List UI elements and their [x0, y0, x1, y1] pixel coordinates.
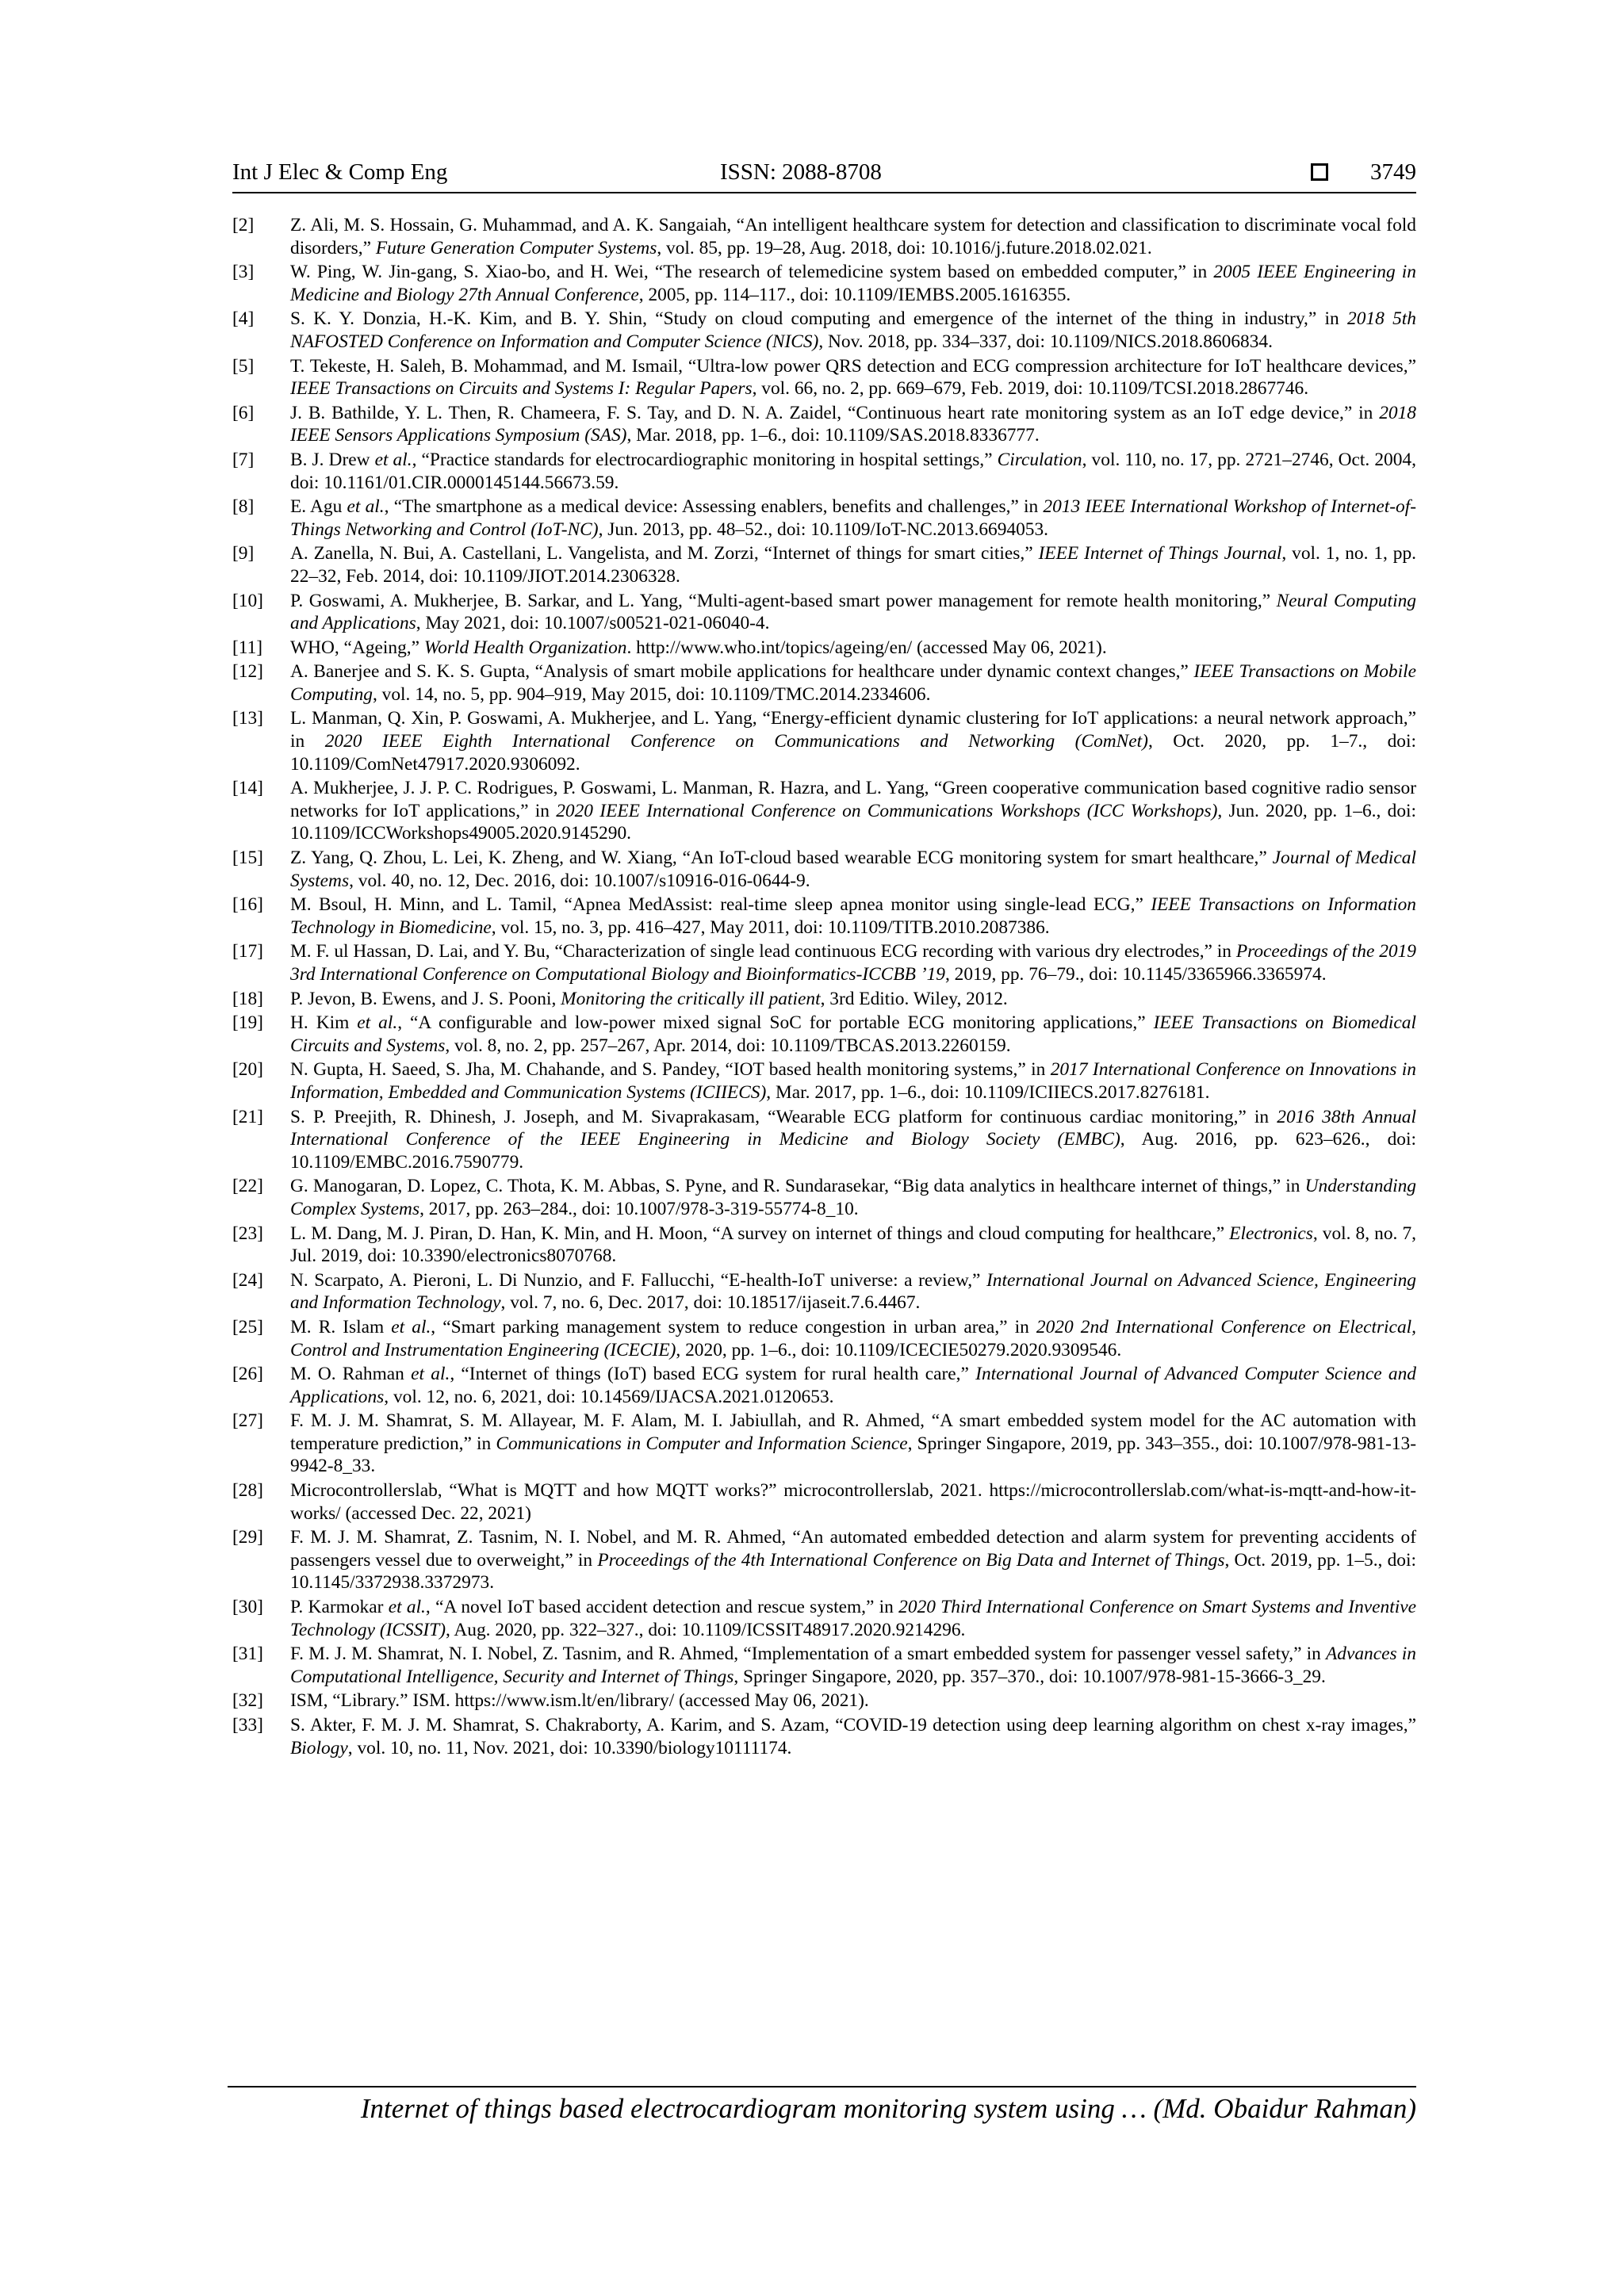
reference-number: [29]: [232, 1527, 263, 1548]
reference-number: [14]: [232, 778, 263, 799]
reference-text: , vol. 7, no. 6, Dec. 2017, doi: 10.18517/ijaseit.7.6.4467.: [500, 1292, 921, 1314]
reference-text: , vol. 85, pp. 19–28, Aug. 2018, doi: 10.1016/j.future.2018.02.021.: [657, 237, 1152, 258]
reference-source-title: et al.: [411, 1364, 450, 1385]
reference-number: [30]: [232, 1597, 263, 1618]
reference-text: , Oct. 2019, pp. 1–5., doi: 10.1145/3372938.3372973.: [290, 1549, 1416, 1594]
reference-number: [18]: [232, 988, 263, 1009]
reference-number: [5]: [232, 355, 255, 377]
reference-source-title: 2020 Third International Conference on Smart Systems and Inventive Technology (ICSSIT): [290, 1597, 1416, 1640]
reference-text: , 3rd Editio. Wiley, 2012.: [820, 988, 1008, 1009]
reference-source-title: Understanding Complex Systems: [290, 1176, 1416, 1219]
reference-item: [232, 1410, 1416, 1478]
reference-item: [232, 940, 1416, 985]
reference-item: [232, 496, 1416, 541]
reference-source-title: 2020 2nd International Conference on Electrical, Control and Instrumentation Engineering (ICECIE): [290, 1316, 1416, 1360]
reference-item: [232, 1223, 1416, 1268]
reference-item: [232, 1643, 1416, 1688]
reference-number: [19]: [232, 1012, 263, 1034]
reference-text: , 2005, pp. 114–117., doi: 10.1109/IEMBS.2005.1616355.: [638, 284, 1071, 305]
page-header: [232, 155, 1416, 189]
reference-text: , “Internet of things (IoT) based ECG system for rural health care,”: [450, 1364, 976, 1385]
reference-item: [232, 542, 1416, 587]
reference-source-title: Neural Computing and Applications: [290, 590, 1416, 634]
reference-item: [232, 308, 1416, 353]
reference-item: [232, 1689, 1416, 1712]
reference-text: M. O. Rahman: [290, 1364, 412, 1385]
reference-text: , 2019, pp. 76–79., doi: 10.1145/3365966.3365974.: [944, 964, 1327, 985]
reference-number: [20]: [232, 1059, 263, 1081]
reference-source-title: 2020 IEEE International Conference on Communications Workshops (ICC Workshops): [556, 800, 1218, 821]
reference-text: , vol. 12, no. 6, 2021, doi: 10.14569/IJACSA.2021.0120653.: [384, 1386, 834, 1407]
reference-text: Z. Ali, M. S. Hossain, G. Muhammad, and A. K. Sangaiah, “An intelligent healthcare system for detection and classification to discriminate vocal fold disorders,”: [290, 215, 1416, 258]
reference-item: [232, 660, 1416, 706]
reference-item: [232, 261, 1416, 306]
reference-source-title: IEEE Transactions on Circuits and Systems I: Regular Papers: [290, 378, 753, 400]
reference-number: [11]: [232, 637, 263, 658]
reference-text: A. Zanella, N. Bui, A. Castellani, L. Vangelista, and M. Zorzi, “Internet of things for smart cities,”: [290, 543, 1039, 564]
reference-item: [232, 988, 1416, 1011]
reference-text: F. M. J. M. Shamrat, Z. Tasnim, N. I. Nobel, and M. R. Ahmed, “An automated embedded detection and alarm system for preventing accidents of passengers vessel due to overweight,” in: [290, 1527, 1416, 1571]
reference-number: [32]: [232, 1690, 263, 1712]
reference-source-title: Circulation: [997, 449, 1082, 470]
header-rule: [232, 192, 1416, 193]
reference-text: , “Smart parking management system to reduce congestion in urban area,” in: [431, 1316, 1036, 1337]
reference-item: [232, 449, 1416, 494]
reference-list: [232, 214, 1416, 1761]
reference-number: [13]: [232, 708, 263, 729]
reference-text: , vol. 40, no. 12, Dec. 2016, doi: 10.1007/s10916-016-0644-9.: [349, 870, 810, 891]
reference-text: , “A configurable and low-power mixed signal SoC for portable ECG monitoring applications,”: [397, 1012, 1154, 1034]
reference-text: WHO, “Ageing,”: [290, 637, 424, 658]
reference-source-title: et al.: [347, 496, 385, 518]
reference-source-title: Proceedings of the 4th International Conference on Big Data and Internet of Things: [597, 1549, 1225, 1571]
reference-text: N. Scarpato, A. Pieroni, L. Di Nunzio, and F. Fallucchi, “E-health-IoT universe: a review,”: [290, 1269, 986, 1291]
reference-text: F. M. J. M. Shamrat, S. M. Allayear, M. F. Alam, M. I. Jabiullah, and R. Ahmed, “A smart embedded system model for the AC automation with temperature prediction,” in: [290, 1410, 1416, 1454]
reference-text: M. Bsoul, H. Minn, and L. Tamil, “Apnea MedAssist: real-time sleep apnea monitor using single-lead ECG,”: [290, 894, 1151, 916]
reference-item: [232, 1106, 1416, 1174]
reference-item: [232, 590, 1416, 635]
reference-text: J. B. Bathilde, Y. L. Then, R. Chameera, F. S. Tay, and D. N. A. Zaidel, “Continuous heart rate monitoring system as an IoT edge device,” in: [290, 402, 1380, 423]
reference-source-title: et al.: [391, 1316, 431, 1337]
reference-item: [232, 707, 1416, 775]
reference-source-title: Journal of Medical Systems: [290, 848, 1416, 891]
reference-source-title: Future Generation Computer Systems: [375, 237, 657, 258]
reference-text: , Aug. 2020, pp. 322–327., doi: 10.1109/ICSSIT48917.2020.9214296.: [446, 1619, 966, 1640]
reference-number: [26]: [232, 1364, 263, 1385]
reference-item: [232, 1479, 1416, 1525]
reference-item: [232, 1058, 1416, 1104]
reference-source-title: International Journal on Advanced Science, Engineering and Information Technology: [290, 1269, 1416, 1314]
reference-source-title: International Journal of Advanced Computer Science and Applications: [290, 1364, 1416, 1407]
reference-text: , Jun. 2020, pp. 1–6., doi: 10.1109/ICCWorkshops49005.2020.9145290.: [290, 800, 1417, 844]
reference-source-title: IEEE Transactions on Biomedical Circuits and Systems: [290, 1012, 1416, 1056]
reference-source-title: World Health Organization: [423, 637, 627, 658]
reference-number: [16]: [232, 894, 263, 916]
reference-number: [17]: [232, 941, 263, 962]
reference-text: L. Manman, Q. Xin, P. Goswami, A. Mukherjee, and L. Yang, “Energy-efficient dynamic clustering for IoT applications: a neural network approach,” in: [290, 708, 1416, 752]
reference-text: P. Karmokar: [290, 1597, 389, 1618]
reference-text: ISM, “Library.” ISM. https://www.ism.lt/en/library/ (accessed May 06, 2021).: [290, 1690, 869, 1712]
reference-number: [3]: [232, 262, 255, 283]
reference-source-title: et al.: [357, 1012, 398, 1034]
reference-source-title: 2018 IEEE Sensors Applications Symposium (SAS): [290, 402, 1416, 446]
reference-item: [232, 1012, 1416, 1057]
reference-source-title: IEEE Transactions on Mobile Computing: [290, 661, 1416, 705]
reference-number: [8]: [232, 496, 255, 518]
reference-text: M. F. ul Hassan, D. Lai, and Y. Bu, “Characterization of single lead continuous ECG recording with various dry electrodes,” in: [290, 941, 1236, 962]
reference-item: [232, 1269, 1416, 1314]
reference-text: F. M. J. M. Shamrat, N. I. Nobel, Z. Tasnim, and R. Ahmed, “Implementation of a smart embedded system for passenger vessel safety,” in: [290, 1644, 1326, 1665]
reference-text: T. Tekeste, H. Saleh, B. Mohammad, and M. Ismail, “Ultra-low power QRS detection and ECG compression architecture for IoT healthcare devices,”: [290, 355, 1416, 377]
reference-source-title: Communications in Computer and Information Science: [496, 1433, 908, 1454]
reference-item: [232, 894, 1416, 939]
reference-source-title: IEEE Internet of Things Journal: [1038, 543, 1282, 564]
reference-item: [232, 847, 1416, 892]
reference-text: , vol. 8, no. 7, Jul. 2019, doi: 10.3390/electronics8070768.: [290, 1223, 1416, 1267]
reference-source-title: 2017 International Conference on Innovations in Information, Embedded and Communication Systems (ICIIECS): [290, 1059, 1416, 1103]
reference-text: , vol. 10, no. 11, Nov. 2021, doi: 10.3390/biology10111174.: [347, 1737, 792, 1758]
reference-number: [9]: [232, 543, 255, 564]
reference-number: [33]: [232, 1715, 263, 1735]
reference-text: , Oct. 2020, pp. 1–7., doi: 10.1109/ComNet47917.2020.9306092.: [290, 731, 1416, 775]
reference-text: . http://www.who.int/topics/ageing/en/ (accessed May 06, 2021).: [626, 637, 1107, 658]
reference-source-title: 2018 5th NAFOSTED Conference on Information and Computer Science (NICS): [290, 308, 1416, 352]
reference-number: [12]: [232, 661, 263, 683]
reference-item: [232, 1363, 1416, 1408]
reference-text: , May 2021, doi: 10.1007/s00521-021-06040-4.: [416, 613, 770, 634]
reference-text: , Jun. 2013, pp. 48–52., doi: 10.1109/IoT-NC.2013.6694053.: [598, 519, 1049, 540]
reference-text: , Mar. 2017, pp. 1–6., doi: 10.1109/ICIIECS.2017.8276181.: [766, 1081, 1210, 1103]
reference-number: [2]: [232, 215, 255, 235]
reference-text: S. P. Preejith, R. Dhinesh, J. Joseph, and M. Sivaprakasam, “Wearable ECG platform for continuous cardiac monitoring,” in: [290, 1106, 1277, 1127]
reference-item: [232, 637, 1416, 660]
reference-item: [232, 1175, 1416, 1220]
reference-text: , “Practice standards for electrocardiographic monitoring in hospital settings,”: [412, 449, 998, 470]
footer-rule: [228, 2086, 1416, 2087]
reference-text: W. Ping, W. Jin-gang, S. Xiao-bo, and H. Wei, “The research of telemedicine system based on embedded computer,” in: [290, 262, 1214, 283]
reference-text: N. Gupta, H. Saeed, S. Jha, M. Chahande, and S. Pandey, “IOT based health monitoring systems,” in: [290, 1059, 1051, 1081]
reference-source-title: IEEE Transactions on Information Technology in Biomedicine: [290, 894, 1416, 938]
journal-name: Int J Elec & Comp Eng: [232, 159, 448, 185]
running-footer: Internet of things based electrocardiogram monitoring system using … (Md. Obaidur Rahman): [360, 2093, 1416, 2124]
reference-source-title: Biology: [290, 1737, 348, 1758]
reference-number: [27]: [232, 1410, 263, 1432]
reference-number: [28]: [232, 1480, 263, 1502]
reference-text: , vol. 8, no. 2, pp. 257–267, Apr. 2014, doi: 10.1109/TBCAS.2013.2260159.: [445, 1035, 1011, 1056]
reference-text: S. Akter, F. M. J. M. Shamrat, S. Chakraborty, A. Karim, and S. Azam, “COVID-19 detection using deep learning algorithm on chest x-ray images,”: [290, 1715, 1416, 1735]
reference-source-title: Electronics: [1229, 1223, 1313, 1244]
reference-text: , vol. 14, no. 5, pp. 904–919, May 2015, doi: 10.1109/TMC.2014.2334606.: [372, 683, 931, 705]
reference-number: [23]: [232, 1223, 263, 1244]
reference-item: [232, 1316, 1416, 1361]
reference-text: Microcontrollerslab, “What is MQTT and how MQTT works?” microcontrollerslab, 2021. https://microcontrollerslab.com/what-is-mqtt-and-how-it-works/ (accessed Dec. 22, 2021): [290, 1480, 1416, 1524]
reference-item: [232, 402, 1416, 447]
reference-text: , Springer Singapore, 2020, pp. 357–370., doi: 10.1007/978-981-15-3666-3_29.: [733, 1666, 1326, 1687]
reference-number: [21]: [232, 1106, 263, 1127]
reference-source-title: et al.: [388, 1597, 426, 1618]
reference-text: , vol. 1, no. 1, pp. 22–32, Feb. 2014, doi: 10.1109/JIOT.2014.2306328.: [290, 543, 1416, 587]
reference-text: S. K. Y. Donzia, H.-K. Kim, and B. Y. Shin, “Study on cloud computing and emergence of the internet of the thing in industry,” in: [290, 308, 1348, 330]
reference-source-title: 2020 IEEE Eighth International Conference on Communications and Networking (ComNet): [324, 731, 1148, 752]
reference-text: , vol. 66, no. 2, pp. 669–679, Feb. 2019, doi: 10.1109/TCSI.2018.2867746.: [752, 378, 1309, 400]
reference-item: [232, 1596, 1416, 1641]
reference-number: [25]: [232, 1316, 263, 1337]
reference-text: P. Jevon, B. Ewens, and J. S. Pooni,: [290, 988, 561, 1009]
reference-number: [6]: [232, 402, 255, 423]
reference-text: , vol. 15, no. 3, pp. 416–427, May 2011, doi: 10.1109/TITB.2010.2087386.: [491, 916, 1050, 938]
reference-source-title: 2005 IEEE Engineering in Medicine and Biology 27th Annual Conference: [290, 262, 1416, 305]
reference-number: [7]: [232, 449, 255, 470]
reference-source-title: Proceedings of the 2019 3rd International Conference on Computational Biology and Bioinformatics-ICCBB ’19: [290, 941, 1416, 985]
reference-source-title: 2016 38th Annual International Conference of the IEEE Engineering in Medicine and Biology Society (EMBC): [290, 1106, 1416, 1150]
reference-text: E. Agu: [290, 496, 347, 518]
reference-item: [232, 1526, 1416, 1594]
reference-item: [232, 777, 1416, 845]
reference-number: [31]: [232, 1644, 263, 1665]
reference-text: P. Goswami, A. Mukherjee, B. Sarkar, and L. Yang, “Multi-agent-based smart power management for remote health monitoring,”: [290, 590, 1277, 611]
issn: ISSN: 2088-8708: [720, 159, 882, 185]
reference-text: L. M. Dang, M. J. Piran, D. Han, K. Min, and H. Moon, “A survey on internet of things and cloud computing for healthcare,”: [290, 1223, 1230, 1244]
reference-source-title: et al.: [374, 449, 412, 470]
reference-text: A. Mukherjee, J. J. P. C. Rodrigues, P. Goswami, L. Manman, R. Hazra, and L. Yang, “Green cooperative communication based cognitive radio sensor networks for IoT applications,” in: [290, 778, 1416, 821]
reference-item: [232, 355, 1416, 400]
reference-text: B. J. Drew: [290, 449, 375, 470]
reference-text: H. Kim: [290, 1012, 358, 1034]
reference-number: [24]: [232, 1269, 263, 1291]
reference-source-title: 2013 IEEE International Workshop of Internet-of-Things Networking and Control (IoT-NC): [290, 496, 1416, 540]
reference-text: , “The smartphone as a medical device: Assessing enablers, benefits and challenges,” in: [384, 496, 1044, 518]
reference-text: Z. Yang, Q. Zhou, L. Lei, K. Zheng, and W. Xiang, “An IoT-cloud based wearable ECG monitoring system for smart healthcare,”: [290, 848, 1273, 869]
reference-text: M. R. Islam: [290, 1316, 392, 1337]
reference-text: , 2017, pp. 263–284., doi: 10.1007/978-3-319-55774-8_10.: [419, 1198, 859, 1219]
square-bullet-icon: [1311, 163, 1328, 181]
reference-text: , Mar. 2018, pp. 1–6., doi: 10.1109/SAS.2018.8336777.: [626, 425, 1040, 446]
reference-text: , Springer Singapore, 2019, pp. 343–355., doi: 10.1007/978-981-13-9942-8_33.: [290, 1433, 1416, 1477]
reference-number: [22]: [232, 1176, 263, 1197]
reference-text: , “A novel IoT based accident detection and rescue system,” in: [425, 1597, 899, 1618]
reference-number: [4]: [232, 308, 255, 330]
reference-item: [232, 1714, 1416, 1759]
reference-text: , vol. 110, no. 17, pp. 2721–2746, Oct. 2004, doi: 10.1161/01.CIR.0000145144.56673.59.: [290, 449, 1416, 493]
reference-text: , Nov. 2018, pp. 334–337, doi: 10.1109/NICS.2018.8606834.: [818, 331, 1273, 352]
reference-text: , Aug. 2016, pp. 623–626., doi: 10.1109/EMBC.2016.7590779.: [290, 1129, 1416, 1173]
reference-source-title: Monitoring the critically ill patient: [561, 988, 821, 1009]
reference-text: G. Manogaran, D. Lopez, C. Thota, K. M. Abbas, S. Pyne, and R. Sundarasekar, “Big data analytics in healthcare internet of things,” in: [290, 1176, 1305, 1197]
reference-number: [10]: [232, 590, 263, 611]
reference-number: [15]: [232, 848, 263, 869]
reference-text: , 2020, pp. 1–6., doi: 10.1109/ICECIE50279.2020.9309546.: [676, 1339, 1122, 1360]
reference-item: [232, 214, 1416, 259]
page-number: 3749: [1370, 159, 1416, 185]
reference-text: A. Banerjee and S. K. S. Gupta, “Analysis of smart mobile applications for healthcare under dynamic context changes,”: [290, 661, 1194, 683]
reference-source-title: Advances in Computational Intelligence, Security and Internet of Things: [290, 1644, 1416, 1687]
